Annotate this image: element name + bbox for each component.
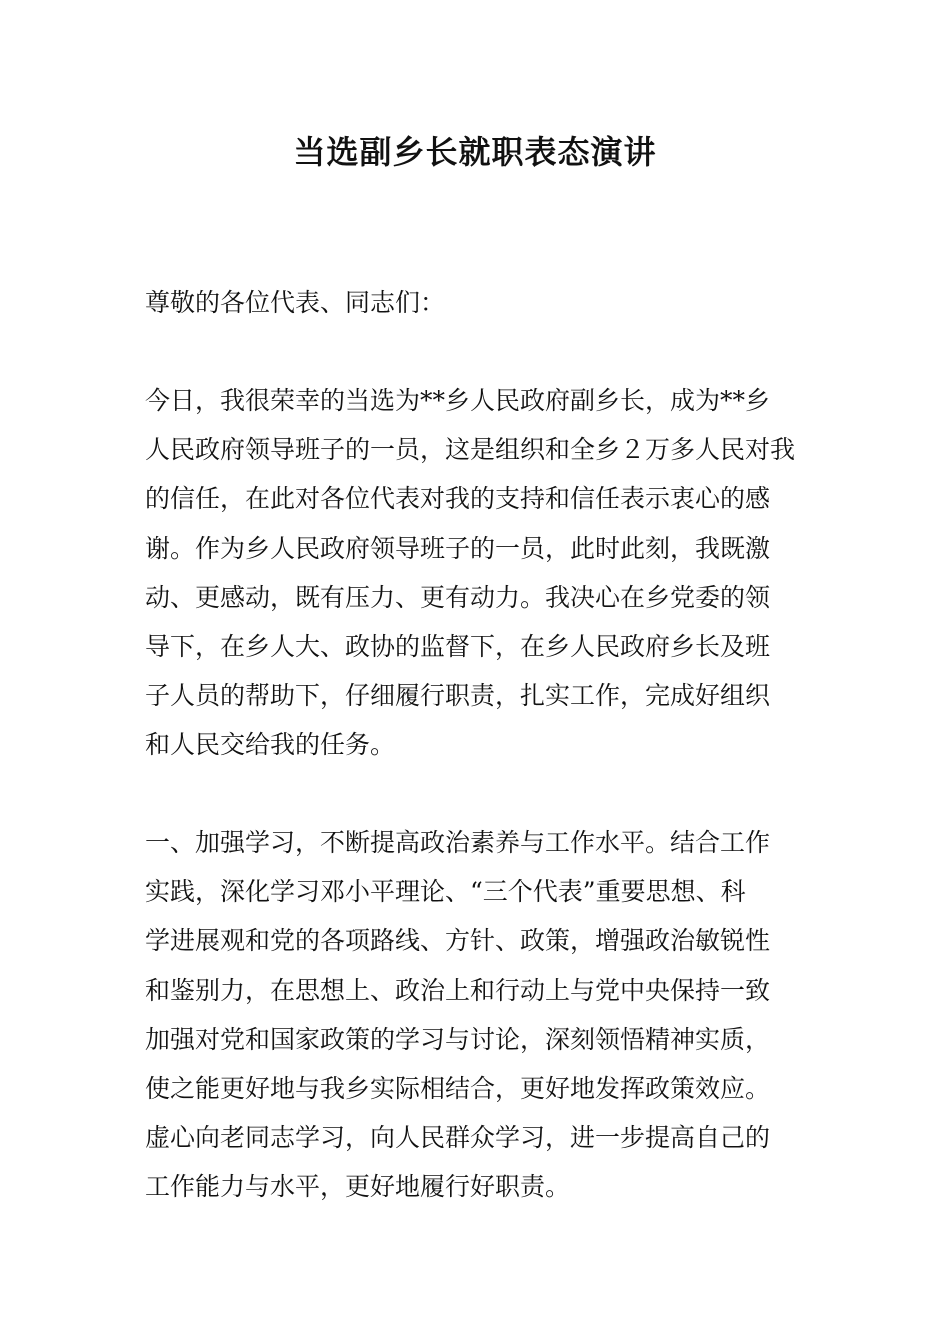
- paragraph-line: 工作能力与水平，更好地履行好职责。: [145, 1172, 571, 1202]
- paragraph-line: 使之能更好地与我乡实际相结合，更好地发挥政策效应。: [145, 1073, 771, 1103]
- paragraph-line: 导下，在乡人大、政协的监督下，在乡人民政府乡长及班: [145, 631, 771, 661]
- paragraph-line: 今日，我很荣幸的当选为**乡人民政府副乡长，成为**乡: [145, 386, 771, 415]
- paragraph-2: [145, 818, 810, 1212]
- paragraph-line: 一、加强学习，不断提高政治素养与工作水平。结合工作: [145, 828, 771, 857]
- paragraph-line: 的信任，在此对各位代表对我的支持和信任表示衷心的感: [145, 484, 771, 514]
- document-title: 当选副乡长就职表态演讲: [293, 133, 657, 171]
- paragraph-1: [145, 376, 810, 770]
- paragraph-line: 和人民交给我的任务。: [145, 730, 396, 760]
- paragraph-line: 动、更感动，既有压力、更有动力。我决心在乡党委的领: [145, 582, 771, 612]
- paragraph-line: 虚心向老同志学习，向人民群众学习，进一步提高自己的: [145, 1123, 771, 1153]
- paragraph-line: 实践，深化学习邓小平理论、“三个代表”重要思想、科: [145, 877, 746, 907]
- paragraph-line: 加强对党和国家政策的学习与讨论，深刻领悟精神实质，: [145, 1024, 771, 1054]
- paragraph-line: 学进展观和党的各项路线、方针、政策，增强政治敏锐性: [145, 926, 771, 956]
- paragraph-line: 子人员的帮助下，仔细履行职责，扎实工作，完成好组织: [145, 681, 771, 711]
- paragraph-line: 谢。作为乡人民政府领导班子的一员，此时此刻，我既激: [145, 533, 771, 563]
- salutation: [145, 278, 810, 327]
- paragraph-line: 人民政府领导班子的一员，这是组织和全乡２万多人民对我: [145, 435, 796, 465]
- salutation-line: 尊敬的各位代表、同志们：: [145, 288, 446, 317]
- paragraph-line: 和鉴别力，在思想上、政治上和行动上与党中央保持一致: [145, 975, 771, 1005]
